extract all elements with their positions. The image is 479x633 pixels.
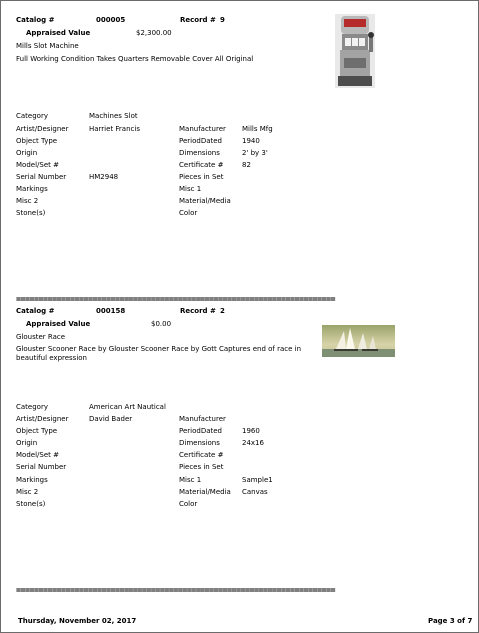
- color-label: Color: [179, 209, 198, 217]
- artist-designer-label: Artist/Designer: [16, 125, 69, 133]
- record-label: Record #: [180, 307, 216, 315]
- serial-number-label: Serial Number: [16, 463, 67, 471]
- material-media-label: Material/Media: [179, 197, 231, 205]
- pieces-in-set-label: Pieces in Set: [179, 173, 224, 181]
- catalog-label: Catalog #: [16, 16, 55, 24]
- manufacturer-label: Manufacturer: [179, 415, 226, 423]
- record-label: Record #: [180, 16, 216, 24]
- appraised-value-label: Appraised Value: [26, 29, 91, 37]
- origin-label: Origin: [16, 439, 38, 447]
- slot-machine-photo: [335, 14, 375, 88]
- period-dated-value: 1960: [242, 427, 260, 435]
- record-number: 9: [220, 16, 225, 24]
- misc2-label: Misc 2: [16, 197, 39, 205]
- item-title: Mills Slot Machine: [16, 42, 79, 50]
- misc1-value: Sample1: [242, 476, 273, 484]
- misc1-label: Misc 1: [179, 476, 202, 484]
- footer-page-number: Page 3 of 7: [428, 617, 473, 625]
- record-separator: =======================================================================: [16, 294, 335, 304]
- misc2-label: Misc 2: [16, 488, 39, 496]
- stones-label: Stone(s): [16, 209, 46, 217]
- certificate-value: 82: [242, 161, 251, 169]
- dimensions-label: Dimensions: [179, 149, 220, 157]
- appraised-value-label: Appraised Value: [26, 320, 91, 328]
- appraised-value: $2,300.00: [136, 29, 172, 37]
- dimensions-label: Dimensions: [179, 439, 220, 447]
- model-set-label: Model/Set #: [16, 161, 59, 169]
- material-media-value: Canvas: [242, 488, 268, 496]
- dimensions-value: 2' by 3': [242, 149, 268, 157]
- item-title: Glouster Race: [16, 333, 66, 341]
- period-dated-value: 1940: [242, 137, 260, 145]
- appraised-value: $0.00: [151, 320, 172, 328]
- certificate-label: Certificate #: [179, 161, 224, 169]
- catalog-number: 000005: [96, 16, 126, 24]
- misc1-label: Misc 1: [179, 185, 202, 193]
- item-description: Glouster Scooner Race by Glouster Scooner Race by Gott Captures end of race in beautiful expression: [16, 345, 302, 362]
- category-value: American Art Nautical: [89, 403, 166, 411]
- sailing-ship-painting: [322, 325, 395, 357]
- catalog-label: Catalog #: [16, 307, 55, 315]
- period-dated-label: PeriodDated: [179, 427, 223, 435]
- origin-label: Origin: [16, 149, 38, 157]
- category-value: Machines Slot: [89, 112, 138, 120]
- serial-number-value: HM2948: [89, 173, 119, 181]
- category-label: Category: [16, 403, 48, 411]
- record-number: 2: [220, 307, 225, 315]
- object-type-label: Object Type: [16, 427, 58, 435]
- stones-label: Stone(s): [16, 500, 46, 508]
- item-description: Full Working Condition Takes Quarters Removable Cover All Original: [16, 55, 254, 63]
- manufacturer-value: Mills Mfg: [242, 125, 273, 133]
- material-media-label: Material/Media: [179, 488, 231, 496]
- manufacturer-label: Manufacturer: [179, 125, 226, 133]
- serial-number-label: Serial Number: [16, 173, 67, 181]
- object-type-label: Object Type: [16, 137, 58, 145]
- period-dated-label: PeriodDated: [179, 137, 223, 145]
- category-label: Category: [16, 112, 48, 120]
- color-label: Color: [179, 500, 198, 508]
- markings-label: Markings: [16, 185, 48, 193]
- model-set-label: Model/Set #: [16, 451, 59, 459]
- dimensions-value: 24x16: [242, 439, 264, 447]
- artist-designer-label: Artist/Designer: [16, 415, 69, 423]
- artist-designer-value: Harriet Francis: [89, 125, 140, 133]
- markings-label: Markings: [16, 476, 48, 484]
- footer-date: Thursday, November 02, 2017: [18, 617, 137, 625]
- pieces-in-set-label: Pieces in Set: [179, 463, 224, 471]
- catalog-number: 000158: [96, 307, 126, 315]
- artist-designer-value: David Bader: [89, 415, 133, 423]
- certificate-label: Certificate #: [179, 451, 224, 459]
- record-separator: =======================================================================: [16, 585, 335, 595]
